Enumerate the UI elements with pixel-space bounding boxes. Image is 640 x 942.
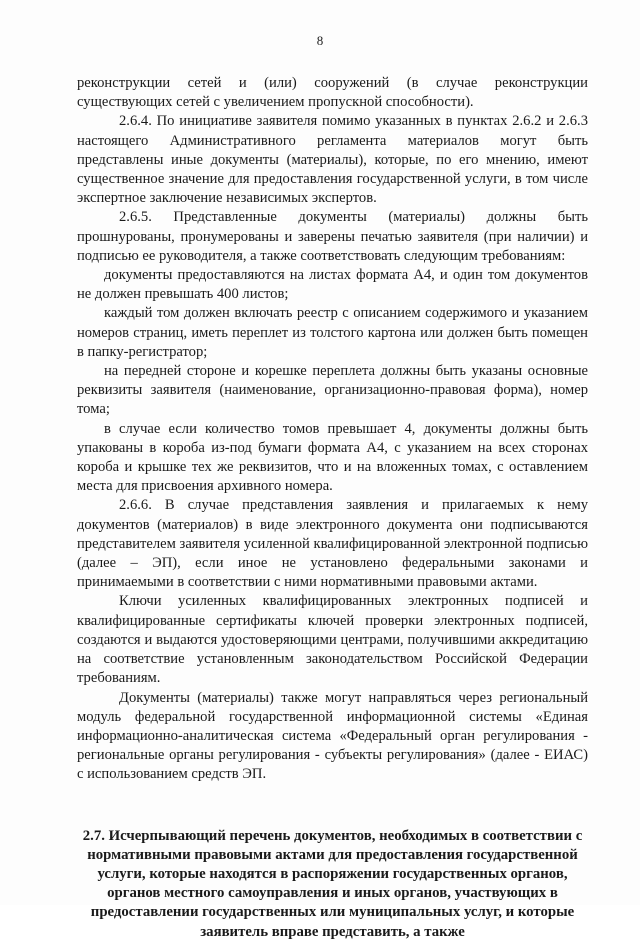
requirement-item-registry: каждый том должен включать реестр с описанием содержимого и указанием номеров страниц, иметь переплет из толстого картона или должен быть помещен в папку-регистратор; <box>77 305 588 360</box>
requirement-item-boxes: в случае если количество томов превышает 4, документы должны быть упакованы в короба из-под бумаги формата А4, с указанием на всех сторонах короба и крышке тех же реквизитов, что и на вложенных томах, с оставлением места для присвоения архивного номера. <box>77 420 588 495</box>
page-body <box>77 74 588 942</box>
paragraph-continuation: реконструкции сетей и (или) сооружений (в случае реконструкции существующих сетей с увеличением пропускной способности). <box>77 75 588 111</box>
paragraph-2-6-5: 2.6.5. Представленные документы (материалы) должны быть прошнурованы, пронумерованы и заверены печатью заявителя (при наличии) и подписью ее руководителя, а также соответствовать следующим требованиям: <box>77 209 588 264</box>
paragraph-2-6-4: 2.6.4. По инициативе заявителя помимо указанных в пунктах 2.6.2 и 2.6.3 настоящего Административного регламента материалов могут быть представлены иные документы (материалы), которые, по его мнению, имеют существенное значение для предоставления государственной услуги, в том числе экспертное заключение независимых экспертов. <box>77 113 588 207</box>
requirement-item-sheets: документы предоставляются на листах формата А4, и один том документов не должен превышать 400 листов; <box>77 267 588 303</box>
paragraph-signature-keys: Ключи усиленных квалифицированных электронных подписей и квалифицированные сертификаты ключей проверки электронных подписей, создаются и выдаются удостоверяющими центрами, получившими аккредитацию на соответствие установленным законодательством Российской Федерации требованиям. <box>77 593 588 687</box>
paragraph-2-6-6: 2.6.6. В случае представления заявления и прилагаемых к нему документов (материалов) в виде электронного документа они подписываются представителем заявителя усиленной квалифицированной электронной подписью (далее – ЭП), если иное не установлено федеральными законами и принимаемыми в соответствии с ними нормативными правовыми актами. <box>77 497 588 591</box>
page-number: 8 <box>316 33 324 48</box>
section-heading-2-7: 2.7. Исчерпывающий перечень документов, необходимых в соответствии с нормативными правовыми актами для предоставления государственной услуги, которые находятся в распоряжении государственных органов, органов местного самоуправления и иных органов, участвующих в предоставлении государственных или муниципальных услуг, и которые заявитель вправе представить, а также <box>82 827 583 940</box>
requirement-item-cover-details: на передней стороне и корешке переплета должны быть указаны основные реквизиты заявителя (наименование, организационно-правовая форма), номер тома; <box>77 363 588 418</box>
paragraph-eias: Документы (материалы) также могут направляться через региональный модуль федеральной государственной информационной системы «Единая информационно-аналитическая система «Федеральный орган регулирования - региональные органы регулирования - субъекты регулирования» (далее - ЕИАС) с использованием средств ЭП. <box>77 689 588 783</box>
